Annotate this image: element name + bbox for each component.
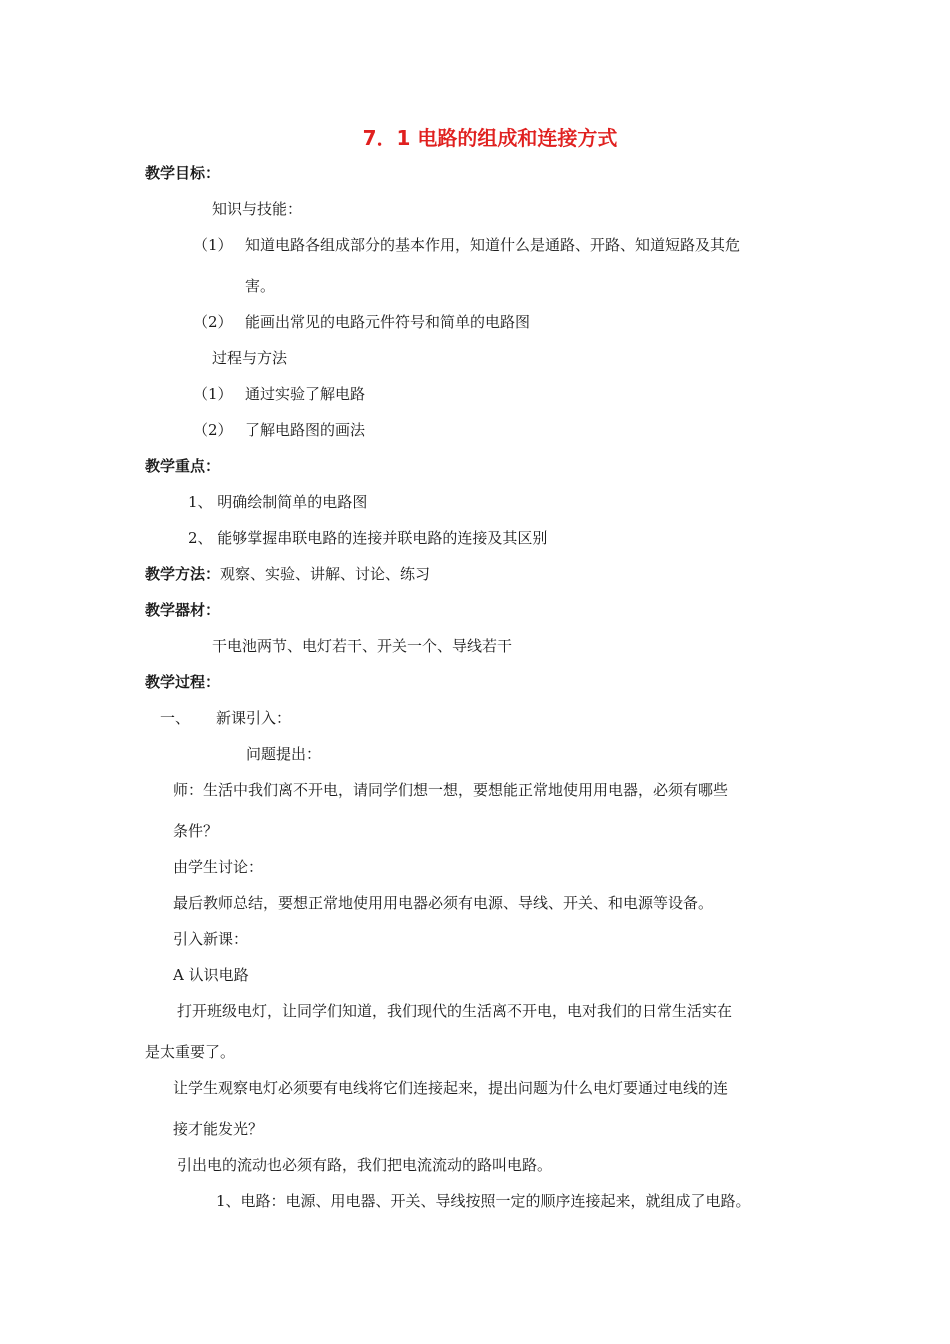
section1-title: 新课引入： [216,709,292,727]
p2-num: （2） [193,421,233,439]
para1-line2: 是太重要了。 [145,1043,236,1061]
materials-heading: 教学器材： [145,601,221,619]
teacher-line1: 师：生活中我们离不开电，请同学们想一想，要想能正常地使用用电器，必须有哪些 [173,781,729,799]
objectives-heading: 教学目标： [145,164,221,182]
k1-line1: 知道电路各组成部分的基本作用，知道什么是通路、开路、知道短路及其危 [245,236,741,254]
intro-line: 引入新课： [173,930,249,948]
question-heading: 问题提出： [246,745,322,763]
para3-line: 引出电的流动也必须有路，我们把电流流动的路叫电路。 [177,1156,553,1174]
methods-line [145,564,430,584]
methods-text: 观察、实验、讲解、讨论、练习 [220,565,431,583]
para2-line2: 接才能发光？ [173,1120,264,1138]
methods-heading: 教学方法： [145,565,221,583]
k1-num: （1） [193,236,233,254]
section1-num: 一、 [160,709,191,727]
teacher-line2: 条件？ [173,822,219,840]
discuss-line: 由学生讨论： [173,858,264,876]
page-title: 7．1 电路的组成和连接方式 [362,126,618,150]
para2-line1: 让学生观察电灯必须要有电线将它们连接起来，提出问题为什么电灯要通过电线的连 [173,1079,729,1097]
k1-line2: 害。 [245,277,276,295]
process-heading: 教学过程： [145,673,221,691]
summary-line: 最后教师总结，要想正常地使用用电器必须有电源、导线、开关、和电源等设备。 [173,894,714,912]
definition-1: 1、电路：电源、用电器、开关、导线按照一定的顺序连接起来，就组成了电路。 [216,1192,751,1210]
sub-a-heading: A 认识电路 [173,966,249,984]
knowledge-heading: 知识与技能： [212,200,303,218]
key-points-heading: 教学重点： [145,457,221,475]
p1-text: 通过实验了解电路 [245,385,366,403]
para1-line1: 打开班级电灯，让同学们知道，我们现代的生活离不开电，电对我们的日常生活实在 [177,1002,733,1020]
p2-text: 了解电路图的画法 [245,421,366,439]
k2-text: 能画出常见的电路元件符号和简单的电路图 [245,313,531,331]
k2-num: （2） [193,313,233,331]
materials-text: 干电池两节、电灯若干、开关一个、导线若干 [212,637,513,655]
p1-num: （1） [193,385,233,403]
key-point-1: 1、 明确绘制简单的电路图 [188,493,368,511]
process-method-heading: 过程与方法 [212,349,288,367]
key-point-2: 2、 能够掌握串联电路的连接并联电路的连接及其区别 [188,529,548,547]
